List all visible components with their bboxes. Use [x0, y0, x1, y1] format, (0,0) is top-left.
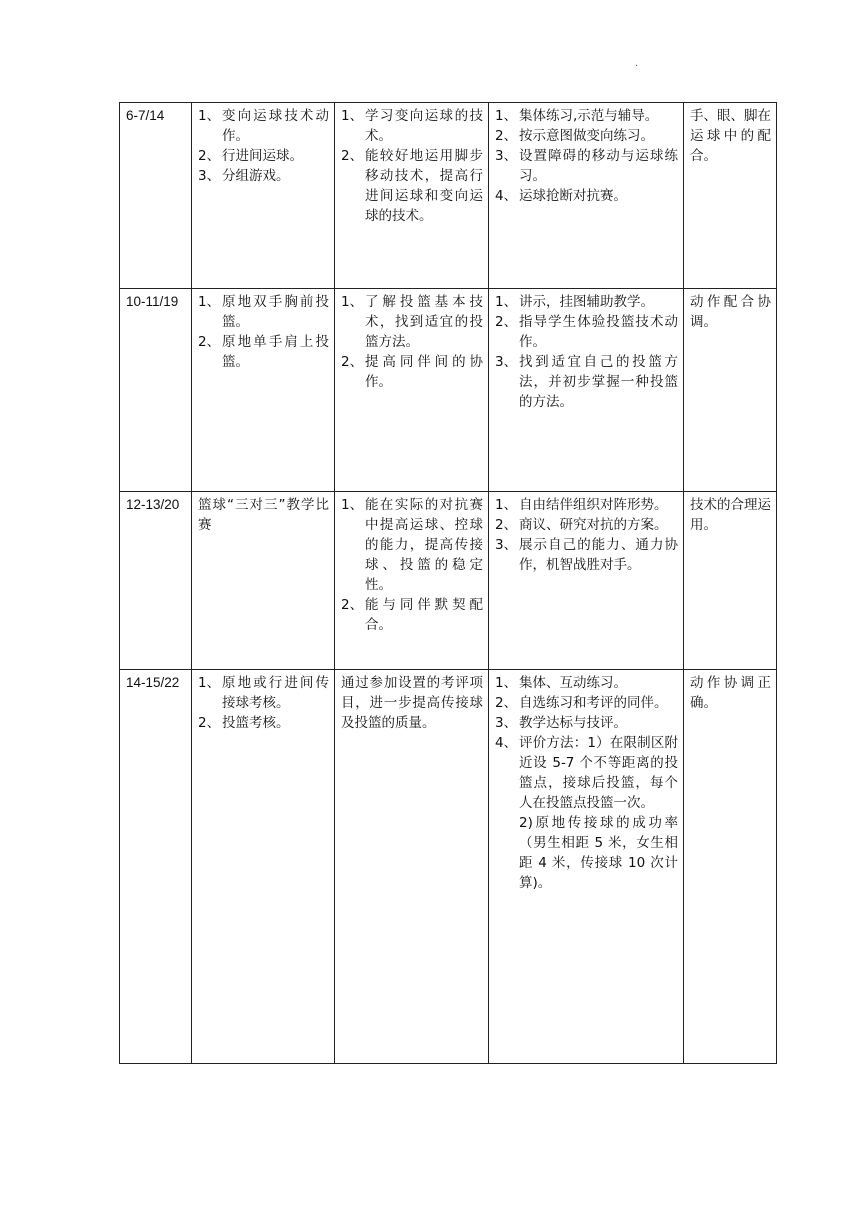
methods-list	[495, 495, 678, 575]
focus-cell: 技术的合理运用。	[684, 492, 777, 670]
goals-cell	[335, 103, 489, 289]
list-item: 2、 投篮考核。	[198, 715, 290, 731]
list-item: 3、 找到适宜自己的投篮方法，并初步掌握一种投篮的方法。	[495, 354, 678, 410]
list-item: 3、 设置障碍的移动与运球练习。	[495, 148, 678, 184]
table-row	[120, 103, 777, 289]
page-mark: .	[635, 58, 639, 69]
list-item: 2、 能较好地运用脚步移动技术，提高行进间运球和变向运球的技术。	[341, 148, 483, 224]
list-item: 2、 按示意图做变向练习。	[495, 128, 654, 144]
methods-cell	[489, 103, 684, 289]
methods-list	[495, 292, 678, 412]
methods-cell	[489, 492, 684, 670]
list-item: 3、 教学达标与技评。	[495, 715, 627, 731]
list-item: 3、 展示自己的能力、通力协作，机智战胜对手。	[495, 537, 678, 573]
goals-list	[341, 106, 483, 226]
list-item: 1、 了解投篮基本技术，找到适宜的投篮方法。	[341, 294, 483, 350]
methods-list	[495, 106, 678, 206]
list-item: 2、 商议、研究对抗的方案。	[495, 517, 668, 533]
list-item: 1、 集体练习,示范与辅导。	[495, 108, 659, 124]
goals-list	[341, 292, 483, 392]
table-row	[120, 492, 777, 670]
focus-cell: 手、眼、脚在运球中的配合。	[684, 103, 777, 289]
week-cell: 12-13/20	[120, 492, 192, 670]
list-item: 3、 分组游戏。	[198, 168, 290, 184]
content-cell	[192, 670, 335, 1064]
focus-cell: 动作配合协调。	[684, 289, 777, 492]
list-item: 2、 能与同伴默契配合。	[341, 597, 483, 633]
goals-list	[341, 495, 483, 635]
content-list	[198, 106, 329, 186]
week-cell: 6-7/14	[120, 103, 192, 289]
lesson-plan-table	[119, 102, 777, 1064]
list-item: 4、 运球抢断对抗赛。	[495, 188, 627, 204]
list-item: 1、 学习变向运球的技术。	[341, 108, 483, 144]
list-item: 1、 原地双手胸前投篮。	[198, 294, 329, 330]
table-row	[120, 670, 777, 1064]
list-item: 2、 行进间运球。	[198, 148, 303, 164]
content-cell	[192, 289, 335, 492]
list-item: 1、 变向运球技术动作。	[198, 108, 329, 144]
methods-cell	[489, 670, 684, 1064]
table-row	[120, 289, 777, 492]
focus-cell: 动作协调正确。	[684, 670, 777, 1064]
goals-cell: 通过参加设置的考评项目，进一步提高传接球及投篮的质量。	[335, 670, 489, 1064]
list-item: 1、 能在实际的对抗赛中提高运球、控球的能力，提高传接球、投篮的稳定性。	[341, 497, 483, 593]
list-item: 2、 指导学生体验投篮技术动作。	[495, 314, 678, 350]
list-item: 4、 评价方法：1）在限制区附近设 5-7 个不等距离的投篮点，接球后投篮，每个人在投篮点投篮一次。	[495, 735, 678, 811]
week-cell: 14-15/22	[120, 670, 192, 1064]
list-item: 1、 集体、互动练习。	[495, 675, 627, 691]
list-item: 1、 自由结伴组织对阵形势。	[495, 497, 668, 513]
list-item: 1、 讲示，挂图辅助教学。	[495, 294, 654, 310]
methods-list	[495, 673, 678, 813]
goals-cell	[335, 492, 489, 670]
content-list	[198, 673, 329, 733]
evaluation-note: 2)原地传接球的成功率（男生相距 5 米，女生相距 4 米，传接球 10 次计算)。	[519, 815, 678, 891]
content-list	[198, 292, 329, 372]
methods-cell	[489, 289, 684, 492]
list-item: 2、 提高同伴间的协作。	[341, 354, 483, 390]
list-item: 2、 原地单手肩上投篮。	[198, 334, 329, 370]
content-cell	[192, 103, 335, 289]
list-item: 1、 原地或行进间传接球考核。	[198, 675, 329, 711]
content-cell: 篮球“三对三”教学比赛	[192, 492, 335, 670]
week-cell: 10-11/19	[120, 289, 192, 492]
list-item: 2、 自选练习和考评的同伴。	[495, 695, 668, 711]
goals-cell	[335, 289, 489, 492]
